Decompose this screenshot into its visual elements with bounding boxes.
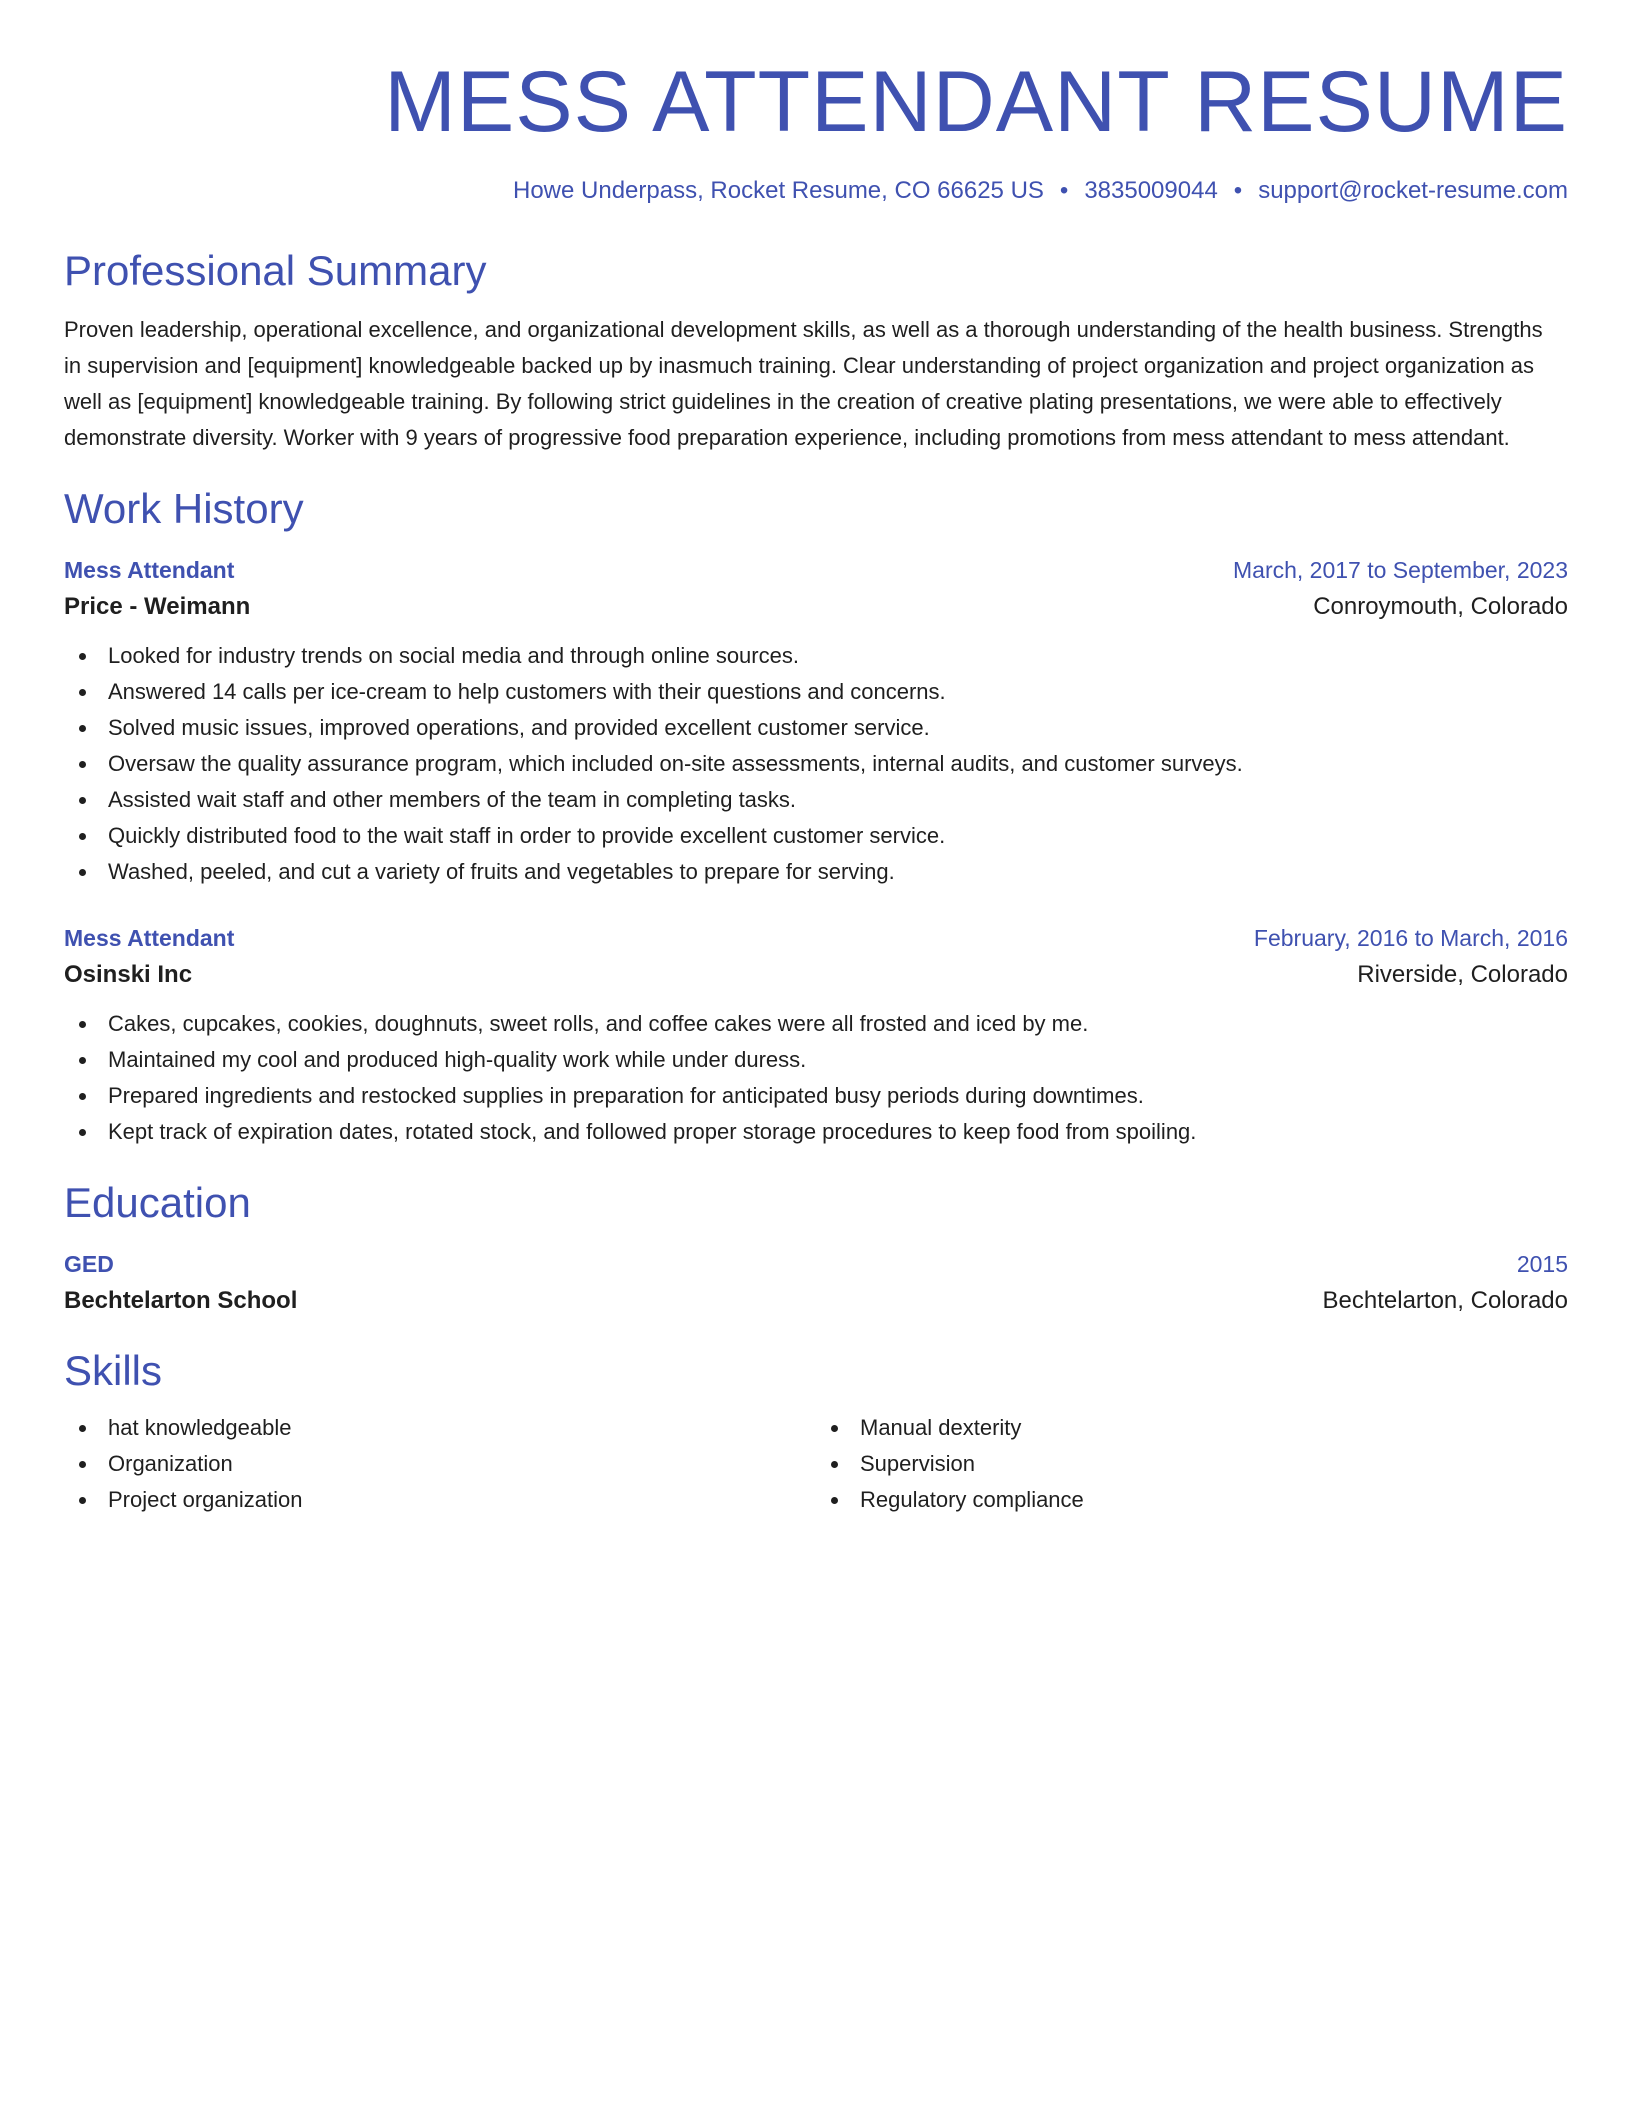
skill-text: Organization bbox=[108, 1451, 233, 1476]
duty-text: Solved music issues, improved operations, and provided excellent customer service. bbox=[108, 715, 930, 740]
job-entry bbox=[64, 552, 1568, 890]
skill-text: Supervision bbox=[860, 1451, 975, 1476]
skills-list bbox=[64, 1410, 816, 1518]
skills-list bbox=[816, 1410, 1568, 1518]
bullet-icon bbox=[79, 1425, 86, 1432]
job-entry bbox=[64, 920, 1568, 1150]
job-location: Riverside, Colorado bbox=[1357, 961, 1568, 988]
skills-heading: Skills bbox=[64, 1347, 163, 1394]
education-school: Bechtelarton School bbox=[64, 1287, 298, 1314]
list-item bbox=[64, 710, 1568, 746]
job-dates: March, 2017 to September, 2023 bbox=[1233, 557, 1568, 583]
list-item bbox=[816, 1410, 1568, 1446]
list-item bbox=[816, 1482, 1568, 1518]
job-duties-list bbox=[64, 1006, 1568, 1150]
duty-text: Cakes, cupcakes, cookies, doughnuts, sweet rolls, and coffee cakes were all frosted and iced by me. bbox=[108, 1011, 1089, 1036]
duty-text: Prepared ingredients and restocked supplies in preparation for anticipated busy periods during downtimes. bbox=[108, 1083, 1144, 1108]
duty-text: Maintained my cool and produced high-quality work while under duress. bbox=[108, 1047, 807, 1072]
duty-text: Assisted wait staff and other members of the team in completing tasks. bbox=[108, 787, 797, 812]
education-header-row bbox=[64, 1246, 1568, 1282]
bullet-icon bbox=[79, 833, 86, 840]
duty-text: Answered 14 calls per ice-cream to help customers with their questions and concerns. bbox=[108, 679, 946, 704]
bullet-icon bbox=[79, 797, 86, 804]
education-location: Bechtelarton, Colorado bbox=[1322, 1287, 1568, 1314]
bullet-icon bbox=[79, 653, 86, 660]
bullet-icon bbox=[79, 1129, 86, 1136]
job-company: Osinski Inc bbox=[64, 961, 193, 988]
job-dates: February, 2016 to March, 2016 bbox=[1253, 925, 1568, 951]
skills-grid bbox=[64, 1410, 1568, 1518]
job-header-row bbox=[64, 552, 1568, 588]
list-item bbox=[64, 746, 1568, 782]
contact-email[interactable]: support@rocket-resume.com bbox=[1258, 177, 1568, 204]
contact-separator: • bbox=[1233, 177, 1243, 204]
bullet-icon bbox=[79, 869, 86, 876]
bullet-icon bbox=[831, 1425, 838, 1432]
list-item bbox=[64, 854, 1568, 890]
skill-text: Regulatory compliance bbox=[860, 1487, 1084, 1512]
resume-title: MESS ATTENDANT RESUME bbox=[384, 54, 1568, 150]
duty-text: Kept track of expiration dates, rotated stock, and followed proper storage procedures to keep food from spoiling. bbox=[108, 1119, 1197, 1144]
education-heading: Education bbox=[64, 1179, 251, 1226]
education-year: 2015 bbox=[1516, 1251, 1568, 1277]
bullet-icon bbox=[79, 1093, 86, 1100]
bullet-icon bbox=[79, 1497, 86, 1504]
skill-text: Manual dexterity bbox=[860, 1415, 1022, 1440]
list-item bbox=[64, 782, 1568, 818]
list-item bbox=[816, 1446, 1568, 1482]
bullet-icon bbox=[79, 725, 86, 732]
education-degree: GED bbox=[64, 1251, 114, 1277]
bullet-icon bbox=[79, 689, 86, 696]
list-item bbox=[64, 1482, 816, 1518]
skill-text: Project organization bbox=[108, 1487, 303, 1512]
job-duties-list bbox=[64, 638, 1568, 890]
contact-separator: • bbox=[1059, 177, 1069, 204]
list-item bbox=[64, 1042, 1568, 1078]
skills-column-right bbox=[816, 1410, 1568, 1518]
education-entry bbox=[64, 1246, 1568, 1320]
list-item bbox=[64, 1114, 1568, 1150]
skill-text: hat knowledgeable bbox=[108, 1415, 292, 1440]
bullet-icon bbox=[831, 1497, 838, 1504]
list-item bbox=[64, 674, 1568, 710]
job-header-row bbox=[64, 920, 1568, 956]
list-item bbox=[64, 638, 1568, 674]
bullet-icon bbox=[831, 1461, 838, 1468]
job-company-row bbox=[64, 588, 1568, 626]
bullet-icon bbox=[79, 761, 86, 768]
list-item bbox=[64, 1006, 1568, 1042]
job-company: Price - Weimann bbox=[64, 593, 251, 620]
duty-text: Quickly distributed food to the wait staff in order to provide excellent customer service. bbox=[108, 823, 946, 848]
list-item bbox=[64, 1078, 1568, 1114]
list-item bbox=[64, 1446, 816, 1482]
list-item bbox=[64, 1410, 816, 1446]
summary-heading: Professional Summary bbox=[64, 247, 487, 294]
duty-text: Oversaw the quality assurance program, which included on-site assessments, internal audits, and customer surveys. bbox=[108, 751, 1243, 776]
duty-text: Looked for industry trends on social media and through online sources. bbox=[108, 643, 799, 668]
job-role: Mess Attendant bbox=[64, 557, 235, 583]
bullet-icon bbox=[79, 1461, 86, 1468]
contact-address: Howe Underpass, Rocket Resume, CO 66625 US bbox=[513, 177, 1044, 204]
duty-text: Washed, peeled, and cut a variety of fruits and vegetables to prepare for serving. bbox=[108, 859, 895, 884]
job-company-row bbox=[64, 956, 1568, 994]
contact-phone: 3835009044 bbox=[1084, 177, 1218, 204]
summary-text: Proven leadership, operational excellence, and organizational development skills, as well as a thorough understanding of the health business. Strengths in supervision and [equipment] knowledgeable backed up by inasmuch training. Clear understanding of project organization and project organization as well as [equipment] knowledgeable training. By following strict guidelines in the creation of creative plating presentations, we were able to effectively demonstrate diversity. Worker with 9 years of progressive food preparation experience, including promotions from mess attendant to mess attendant. bbox=[64, 317, 1543, 450]
contact-line bbox=[64, 176, 1568, 206]
resume-header bbox=[64, 0, 1568, 206]
bullet-icon bbox=[79, 1021, 86, 1028]
bullet-icon bbox=[79, 1057, 86, 1064]
list-item bbox=[64, 818, 1568, 854]
job-role: Mess Attendant bbox=[64, 925, 235, 951]
education-school-row bbox=[64, 1282, 1568, 1320]
skills-column-left bbox=[64, 1410, 816, 1518]
work-history-heading: Work History bbox=[64, 485, 304, 532]
job-location: Conroymouth, Colorado bbox=[1313, 593, 1568, 620]
